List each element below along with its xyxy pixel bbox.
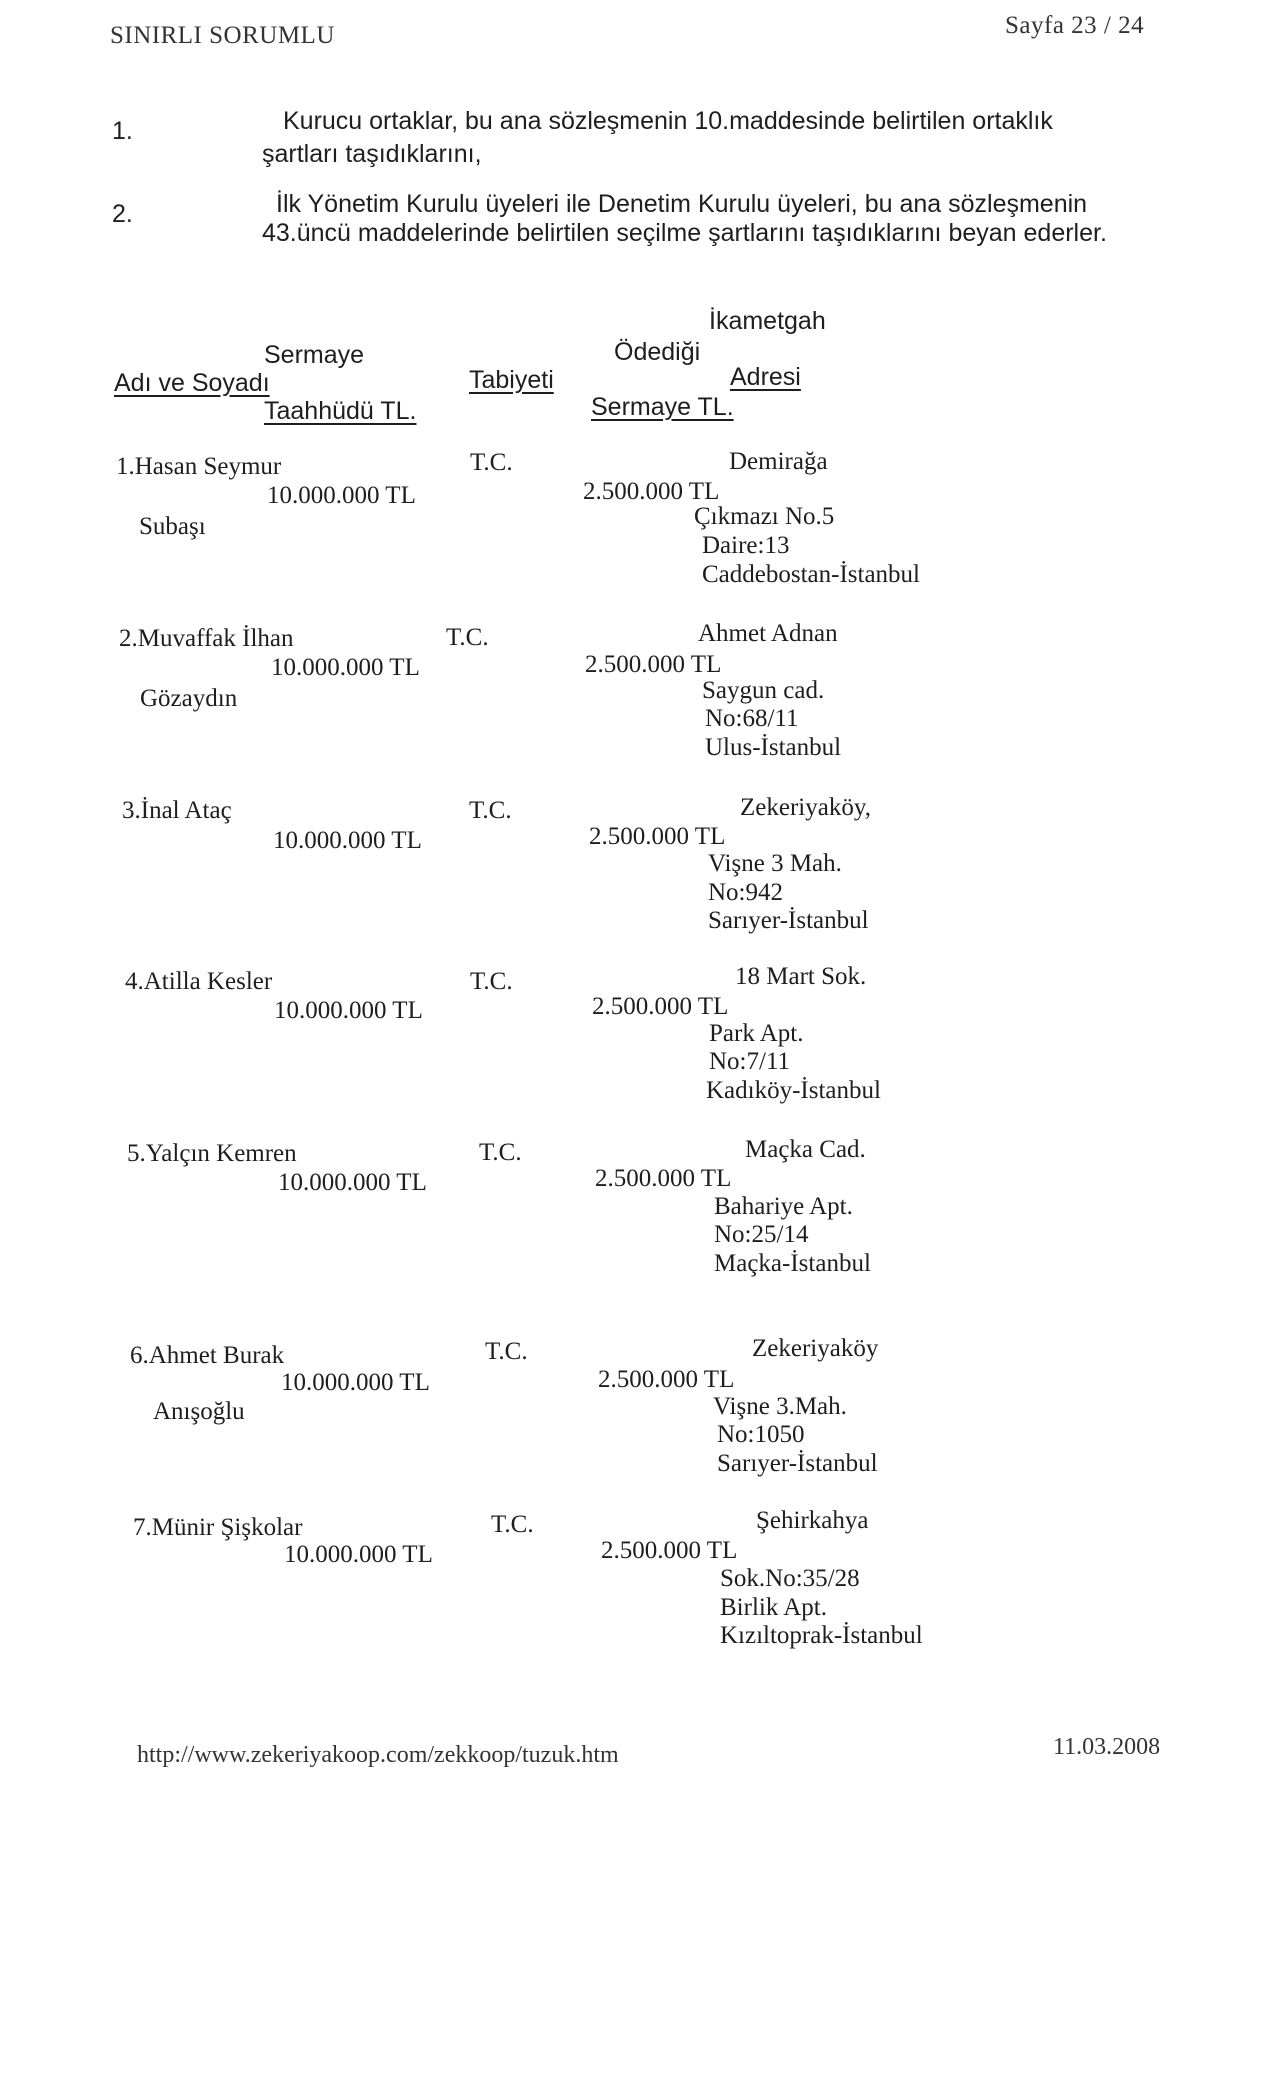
- member-name: 1.Hasan Seymur: [116, 453, 282, 480]
- member-name: 6.Ahmet Burak: [130, 1342, 285, 1369]
- member-name-continued: Gözaydın: [140, 685, 238, 712]
- member-address-line-2: Saygun cad.: [702, 677, 825, 704]
- page-number: Sayfa 23 / 24: [1005, 12, 1145, 39]
- member-committed-capital: 10.000.000 TL: [273, 827, 422, 854]
- member-address-line-1: Maçka Cad.: [745, 1136, 866, 1163]
- member-address-line-2: Park Apt.: [709, 1020, 804, 1047]
- member-address-line-3: No:942: [708, 879, 783, 906]
- member-address-line-1: Zekeriyaköy,: [740, 794, 871, 821]
- header-committed-capital: Taahhüdü TL.: [264, 397, 417, 425]
- member-row: [0, 448, 1275, 603]
- document-running-title: SINIRLI SORUMLU: [110, 22, 335, 49]
- member-address-line-1: Şehirkahya: [756, 1507, 869, 1534]
- clause-1-number: 1.: [112, 117, 133, 145]
- member-nationality: T.C.: [446, 624, 489, 651]
- print-date: 11.03.2008: [1053, 1734, 1161, 1760]
- clause-2-line-1: İlk Yönetim Kurulu üyeleri ile Denetim Kurulu üyeleri, bu ana sözleşmenin: [276, 190, 1088, 218]
- member-nationality: T.C.: [491, 1511, 534, 1538]
- member-committed-capital: 10.000.000 TL: [278, 1169, 427, 1196]
- member-address-line-1: Zekeriyaköy: [752, 1335, 879, 1362]
- member-address-line-4: Sarıyer-İstanbul: [717, 1450, 878, 1477]
- member-row: [0, 963, 1275, 1118]
- member-paid-capital: 2.500.000 TL: [595, 1165, 732, 1192]
- member-paid-capital: 2.500.000 TL: [589, 823, 726, 850]
- clause-1-line-1: Kurucu ortaklar, bu ana sözleşmenin 10.maddesinde belirtilen ortaklık: [283, 107, 1053, 135]
- member-address-line-3: No:25/14: [714, 1221, 809, 1248]
- member-name-continued: Subaşı: [139, 513, 206, 540]
- member-address-line-3: No:7/11: [709, 1048, 791, 1075]
- member-address-line-4: Kadıköy-İstanbul: [706, 1077, 881, 1104]
- member-address-line-1: Ahmet Adnan: [698, 620, 838, 647]
- member-name: 4.Atilla Kesler: [125, 968, 273, 995]
- member-committed-capital: 10.000.000 TL: [281, 1369, 430, 1396]
- member-nationality: T.C.: [469, 797, 512, 824]
- member-row: [0, 620, 1275, 775]
- header-sermaye: Sermaye: [264, 341, 365, 369]
- member-row: [0, 794, 1275, 947]
- clause-2-number: 2.: [112, 200, 133, 228]
- member-nationality: T.C.: [470, 449, 513, 476]
- member-committed-capital: 10.000.000 TL: [267, 482, 416, 509]
- member-address-line-2: Çıkmazı No.5: [694, 503, 835, 530]
- header-address: Adresi: [730, 363, 801, 391]
- header-paid: Ödediği: [614, 338, 701, 366]
- member-row: [0, 1335, 1275, 1492]
- member-name: 2.Muvaffak İlhan: [119, 625, 294, 652]
- member-committed-capital: 10.000.000 TL: [284, 1541, 433, 1568]
- member-address-line-3: No:68/11: [705, 705, 799, 732]
- member-committed-capital: 10.000.000 TL: [274, 997, 423, 1024]
- header-nationality: Tabiyeti: [469, 366, 554, 394]
- member-row: [0, 1136, 1275, 1290]
- member-name-continued: Anışoğlu: [153, 1398, 245, 1425]
- member-address-line-2: Bahariye Apt.: [714, 1193, 853, 1220]
- member-committed-capital: 10.000.000 TL: [271, 654, 420, 681]
- member-paid-capital: 2.500.000 TL: [585, 651, 722, 678]
- header-residence: İkametgah: [709, 307, 826, 335]
- member-address-line-2: Vişne 3 Mah.: [708, 850, 842, 877]
- header-paid-capital: Sermaye TL.: [591, 393, 734, 421]
- header-name: Adı ve Soyadı: [114, 369, 270, 397]
- member-nationality: T.C.: [485, 1338, 528, 1365]
- member-address-line-3: Birlik Apt.: [720, 1594, 827, 1621]
- member-name: 5.Yalçın Kemren: [127, 1140, 297, 1167]
- member-nationality: T.C.: [479, 1139, 522, 1166]
- member-address-line-3: No:1050: [717, 1421, 805, 1448]
- member-address-line-4: Sarıyer-İstanbul: [708, 907, 869, 934]
- member-address-line-3: Daire:13: [702, 532, 790, 559]
- member-address-line-2: Sok.No:35/28: [720, 1565, 860, 1592]
- member-row: [0, 1507, 1275, 1664]
- member-paid-capital: 2.500.000 TL: [601, 1537, 738, 1564]
- member-paid-capital: 2.500.000 TL: [598, 1366, 735, 1393]
- member-name: 3.İnal Ataç: [122, 797, 232, 824]
- member-paid-capital: 2.500.000 TL: [592, 993, 729, 1020]
- member-address-line-4: Kızıltoprak-İstanbul: [720, 1622, 923, 1649]
- member-name: 7.Münir Şişkolar: [133, 1514, 303, 1541]
- clause-2-line-2: 43.üncü maddelerinde belirtilen seçilme şartlarını taşıdıklarını beyan ederler.: [262, 219, 1107, 247]
- member-address-line-1: Demirağa: [729, 448, 828, 475]
- member-address-line-1: 18 Mart Sok.: [735, 963, 867, 990]
- clause-1-line-2: şartları taşıdıklarını,: [262, 140, 482, 168]
- member-address-line-2: Vişne 3.Mah.: [713, 1393, 847, 1420]
- source-url: http://www.zekeriyakoop.com/zekkoop/tuzuk.htm: [137, 1742, 619, 1768]
- member-address-line-4: Caddebostan-İstanbul: [702, 561, 921, 588]
- member-address-line-4: Maçka-İstanbul: [714, 1250, 871, 1277]
- member-address-line-4: Ulus-İstanbul: [705, 734, 842, 761]
- member-nationality: T.C.: [470, 968, 513, 995]
- member-paid-capital: 2.500.000 TL: [583, 478, 720, 505]
